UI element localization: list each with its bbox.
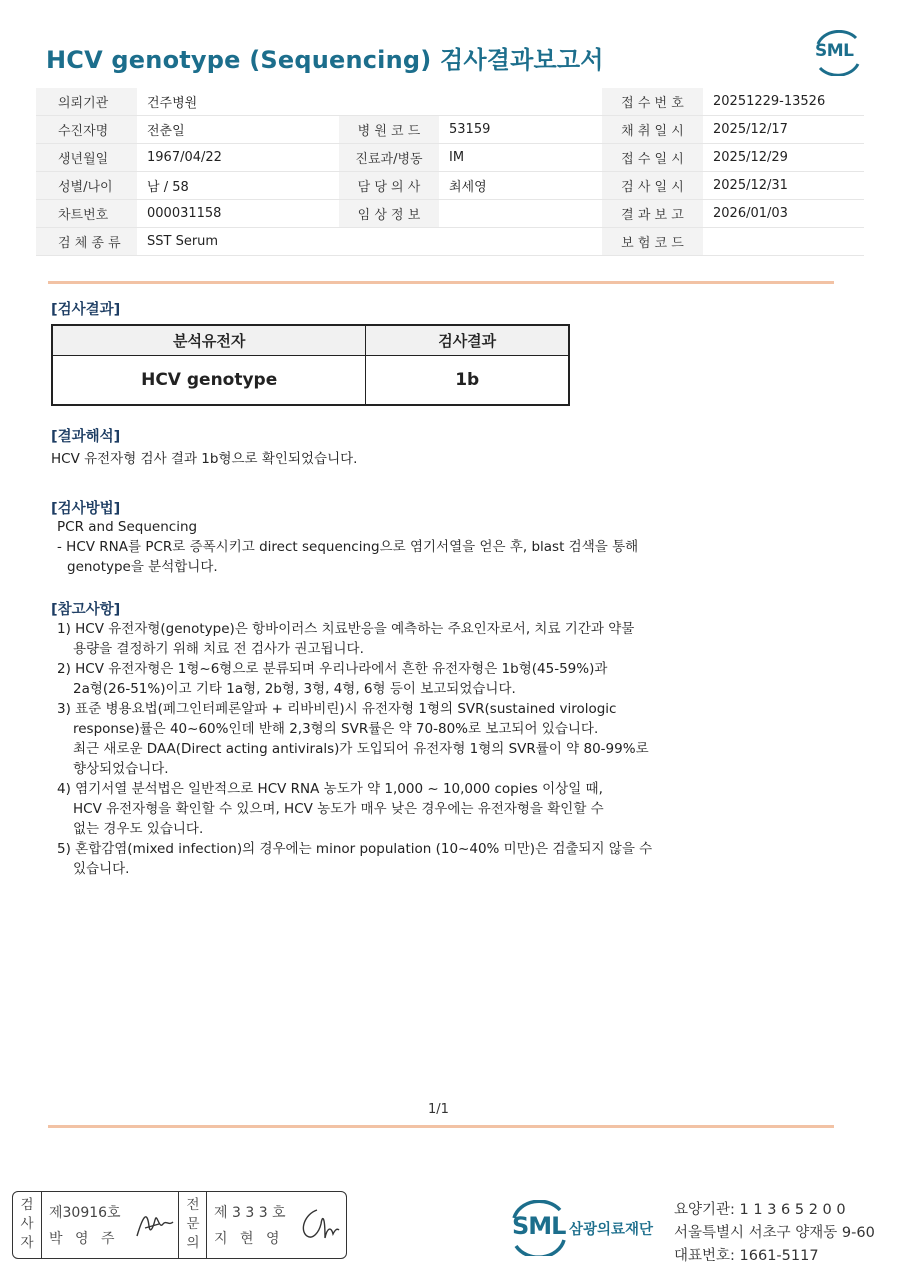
info-value xyxy=(439,228,602,256)
info-value: 2025/12/31 xyxy=(703,172,864,200)
info-row xyxy=(36,228,864,256)
specialist-label: 전 문 의 xyxy=(186,1197,200,1251)
patient-info-table xyxy=(36,88,864,256)
examiner-label: 검 사 자 xyxy=(20,1197,34,1251)
info-value: 2025/12/17 xyxy=(703,116,864,144)
method-line: - HCV RNA를 PCR로 증폭시키고 direct sequencing으로 염기서열을 얻은 후, blast 검색을 통해 xyxy=(57,539,639,555)
interpretation-heading: [결과해석] xyxy=(51,429,121,445)
info-value: 건주병원 xyxy=(137,88,339,116)
info-row xyxy=(36,116,864,144)
note-line: 2) HCV 유전자형은 1형~6형으로 분류되며 우리나라에서 흔한 유전자형은 1b형(45-59%)과 xyxy=(57,661,608,677)
foundation-logo xyxy=(508,1196,668,1258)
examiner-signature-icon xyxy=(133,1206,177,1242)
results-table xyxy=(51,324,570,406)
specialist-name: 지 현 영 xyxy=(214,1231,284,1247)
note-line: 최근 새로운 DAA(Direct acting antivirals)가 도입되어 유전자형 1형의 SVR률이 약 80-99%로 xyxy=(73,741,649,757)
examiner-license: 제30916호 xyxy=(49,1205,121,1221)
info-row xyxy=(36,144,864,172)
result-column-header: 검사결과 xyxy=(366,325,569,356)
org-name: 삼광의료재단 xyxy=(569,1222,654,1238)
info-label: 의뢰기관 xyxy=(36,88,137,116)
info-value: 2025/12/29 xyxy=(703,144,864,172)
info-value xyxy=(439,200,602,228)
info-label: 접 수 번 호 xyxy=(602,88,703,116)
info-label: 진료과/병동 xyxy=(339,144,439,172)
info-value: IM xyxy=(439,144,602,172)
info-label: 병 원 코 드 xyxy=(339,116,439,144)
genotype-result: 1b xyxy=(366,356,569,406)
results-heading: [검사결과] xyxy=(51,302,121,318)
info-row xyxy=(36,88,864,116)
page-number: 1/1 xyxy=(428,1102,449,1117)
info-row xyxy=(36,200,864,228)
specialist-signature-icon xyxy=(295,1204,341,1244)
address: 서울특별시 서초구 양재동 9-60 xyxy=(674,1225,875,1241)
institution-code: 요양기관: 1 1 3 6 5 2 0 0 xyxy=(674,1202,846,1218)
info-value: SST Serum xyxy=(137,228,339,256)
info-label: 보 험 코 드 xyxy=(602,228,703,256)
examiner-name: 박 영 주 xyxy=(49,1231,119,1247)
sml-logo xyxy=(812,30,864,76)
sml-logo-text: SML xyxy=(512,1212,566,1240)
note-line: 3) 표준 병용요법(페그인터페론알파 + 리바비린)시 유전자형 1형의 SVR(sustained virologic xyxy=(57,701,617,717)
info-value: 남 / 58 xyxy=(137,172,339,200)
divider-bottom xyxy=(48,1125,834,1128)
info-value: 최세영 xyxy=(439,172,602,200)
info-value: 전춘일 xyxy=(137,116,339,144)
info-label: 검 사 일 시 xyxy=(602,172,703,200)
note-line: HCV 유전자형을 확인할 수 있으며, HCV 농도가 매우 낮은 경우에는 유전자형을 확인할 수 xyxy=(73,801,604,817)
info-value: 1967/04/22 xyxy=(137,144,339,172)
info-value xyxy=(703,228,864,256)
note-line: 5) 혼합감염(mixed infection)의 경우에는 minor population (10~40% 미만)은 검출되지 않을 수 xyxy=(57,841,653,857)
info-label: 결 과 보 고 xyxy=(602,200,703,228)
method-heading: [검사방법] xyxy=(51,501,121,517)
note-line: 2a형(26-51%)이고 기타 1a형, 2b형, 3형, 4형, 6형 등이 보고되었습니다. xyxy=(73,681,516,697)
info-value xyxy=(439,88,602,116)
info-label: 차트번호 xyxy=(36,200,137,228)
info-label: 담 당 의 사 xyxy=(339,172,439,200)
specialist-license: 제 3 3 3 호 xyxy=(214,1205,286,1221)
info-value: 2026/01/03 xyxy=(703,200,864,228)
info-label: 수진자명 xyxy=(36,116,137,144)
info-label: 채 취 일 시 xyxy=(602,116,703,144)
interpretation-text: HCV 유전자형 검사 결과 1b형으로 확인되었습니다. xyxy=(51,451,358,467)
info-label xyxy=(339,88,439,116)
info-label xyxy=(339,228,439,256)
method-line: PCR and Sequencing xyxy=(57,519,198,535)
info-label: 임 상 정 보 xyxy=(339,200,439,228)
phone-number: 대표번호: 1661-5117 xyxy=(674,1248,819,1264)
sml-logo-text: SML xyxy=(815,41,854,61)
divider-top xyxy=(48,281,834,284)
gene-column-header: 분석유전자 xyxy=(52,325,366,356)
note-line: 용량을 결정하기 위해 치료 전 검사가 권고됩니다. xyxy=(73,641,364,657)
info-label: 성별/나이 xyxy=(36,172,137,200)
note-line: 1) HCV 유전자형(genotype)은 항바이러스 치료반응을 예측하는 주요인자로서, 치료 기간과 약물 xyxy=(57,621,635,637)
signature-box xyxy=(12,1191,347,1259)
note-line: 있습니다. xyxy=(73,861,130,877)
gene-name: HCV genotype xyxy=(52,356,366,406)
note-line: response)률은 40~60%인데 반해 2,3형의 SVR률은 약 70-80%로 보고되어 있습니다. xyxy=(73,721,599,737)
note-line: 4) 염기서열 분석법은 일반적으로 HCV RNA 농도가 약 1,000 ~ 10,000 copies 이상일 때, xyxy=(57,781,603,797)
note-line: 향상되었습니다. xyxy=(73,761,169,777)
info-label: 접 수 일 시 xyxy=(602,144,703,172)
info-value: 53159 xyxy=(439,116,602,144)
info-row xyxy=(36,172,864,200)
notes-heading: [참고사항] xyxy=(51,602,121,618)
info-label: 생년월일 xyxy=(36,144,137,172)
info-label: 검 체 종 류 xyxy=(36,228,137,256)
info-value: 000031158 xyxy=(137,200,339,228)
note-line: 없는 경우도 있습니다. xyxy=(73,821,204,837)
method-line: genotype을 분석합니다. xyxy=(67,559,218,575)
report-title: HCV genotype (Sequencing) 검사결과보고서 xyxy=(46,46,604,74)
info-value: 20251229-13526 xyxy=(703,88,864,116)
